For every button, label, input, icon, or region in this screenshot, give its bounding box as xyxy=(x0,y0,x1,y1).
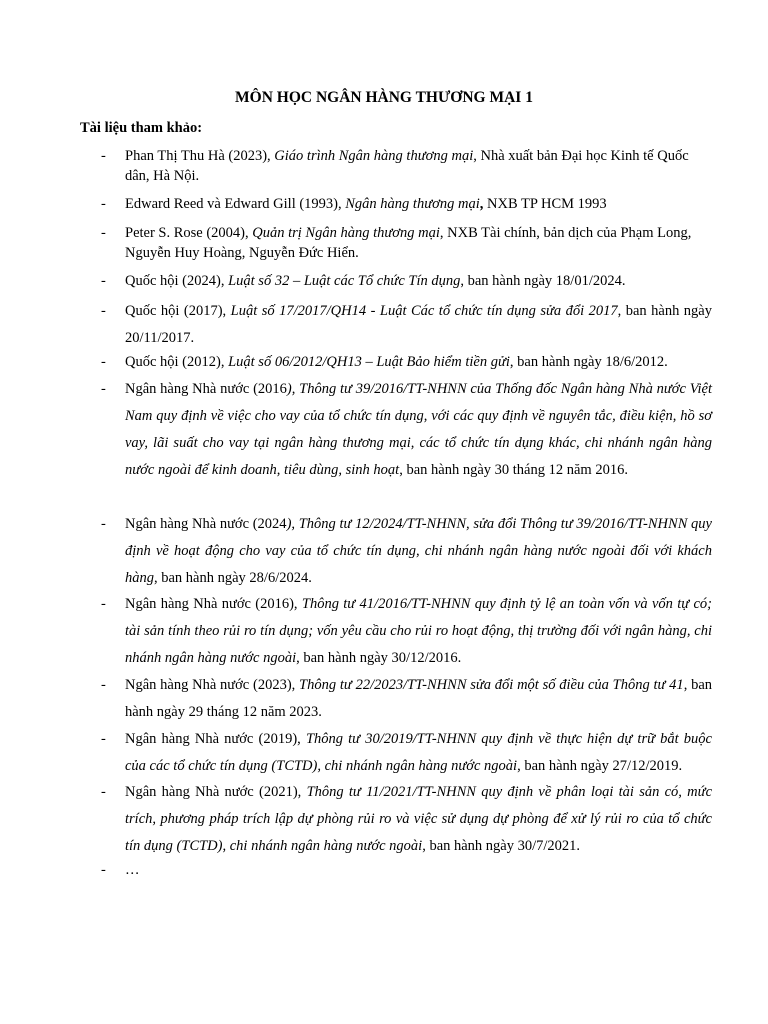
reference-text xyxy=(125,726,712,780)
reference-author: Ngân hàng Nhà nước (2019), xyxy=(125,731,306,747)
reference-work-title: ), Thông tư 39/2016/TT-NHNN của Thống đốc Ngân hàng Nhà nước Việt Nam quy định về việc cho vay của tổ chức tín dụng, với các quy định về nguyên tắc, điều kiện, hồ sơ vay, lãi suất cho vay tại ngân hàng thương mại, các tổ chức tín dụng khác, chi nhánh ngân hàng nước ngoài để kinh doanh, tiêu dùng, sinh hoạt xyxy=(125,381,713,478)
ellipsis: … xyxy=(125,862,140,878)
reference-work-title: Ngân hàng thương mại xyxy=(345,196,480,212)
list-bullet: - xyxy=(101,862,106,878)
reference-work-title: Thông tư 22/2023/TT-NHNN sửa đổi một số điều của Thông tư 41 xyxy=(299,677,684,693)
reference-text xyxy=(125,672,712,726)
reference-author: Ngân hàng Nhà nước (2023), xyxy=(125,677,300,693)
reference-author: Peter S. Rose (2004), xyxy=(125,225,253,241)
reference-author: Quốc hội (2024), xyxy=(125,273,229,289)
list-bullet: - xyxy=(101,677,106,693)
reference-publication-info: , ban hành ngày 29 tháng 12 năm 2023. xyxy=(125,677,713,720)
reference-author: Quốc hội (2017), xyxy=(125,303,231,319)
reference-work-title: Quản trị Ngân hàng thương mại xyxy=(252,225,440,241)
reference-text xyxy=(125,376,712,484)
list-bullet: - xyxy=(101,225,106,241)
reference-text xyxy=(125,223,712,263)
reference-author: Edward Reed và Edward Gill (1993), xyxy=(125,196,346,212)
list-bullet: - xyxy=(101,731,106,747)
reference-work-title: Thông tư 11/2021/TT-NHNN quy định về phân loại tài sản có, mức trích, phương pháp trích lập dự phòng rủi ro và việc sử dụng dự phòng để xử lý rủi ro của tổ chức tín dụng (TCTD), chi nhánh ngân hàng nước ngoài xyxy=(125,784,712,854)
reference-work-title: Luật số 17/2017/QH14 - Luật Các tổ chức tín dụng sửa đổi 2017 xyxy=(230,303,618,319)
list-bullet: - xyxy=(101,784,106,800)
reference-text xyxy=(125,271,712,291)
list-bullet: - xyxy=(101,196,106,212)
reference-author: Ngân hàng Nhà nước (2016), xyxy=(125,596,302,612)
reference-text xyxy=(125,779,712,860)
reference-publication-info: , NXB Tài chính, bản dịch của Phạm Long, Nguyễn Huy Hoàng, Nguyễn Đức Hiển. xyxy=(125,225,692,261)
reference-publication-info: NXB TP HCM 1993 xyxy=(483,196,607,212)
reference-publication-info: , Nhà xuất bản Đại học Kinh tế Quốc dân, Hà Nội. xyxy=(125,148,689,184)
reference-work-title: Luật số 32 – Luật các Tổ chức Tín dụng xyxy=(228,273,461,289)
reference-text xyxy=(125,860,712,880)
reference-text xyxy=(125,511,712,592)
reference-work-title: Giáo trình Ngân hàng thương mại xyxy=(274,148,474,164)
reference-publication-info: , ban hành ngày 18/01/2024. xyxy=(460,273,626,289)
list-bullet: - xyxy=(101,516,106,532)
reference-text xyxy=(125,146,712,186)
reference-author: Phan Thị Thu Hà (2023), xyxy=(125,148,275,164)
list-bullet: - xyxy=(101,303,106,319)
list-bullet: - xyxy=(101,354,106,370)
reference-author: Ngân hàng Nhà nước (2024 xyxy=(125,516,287,532)
reference-author: Ngân hàng Nhà nước (2016 xyxy=(125,381,287,397)
list-bullet: - xyxy=(101,596,106,612)
reference-publication-info: , ban hành ngày 27/12/2019. xyxy=(517,758,683,774)
reference-publication-info: , ban hành ngày 30/12/2016. xyxy=(296,650,462,666)
reference-publication-info: , ban hành ngày 20/11/2017. xyxy=(125,303,712,346)
reference-work-title: ), Thông tư 12/2024/TT-NHNN, sửa đổi Thông tư 39/2016/TT-NHNN quy định về hoạt động cho vay của tổ chức tín dụng, chi nhánh ngân hàng nước ngoài đối với khách hàng xyxy=(125,516,712,586)
references-heading: Tài liệu tham khảo: xyxy=(80,120,203,136)
list-bullet: - xyxy=(101,273,106,289)
reference-text xyxy=(125,591,712,672)
reference-work-title: Thông tư 30/2019/TT-NHNN quy định về thực hiện dự trữ bắt buộc của các tổ chức tín dụng (TCTD), chi nhánh ngân hàng nước ngoài xyxy=(125,731,712,774)
reference-work-title: Thông tư 41/2016/TT-NHNN quy định tỷ lệ an toàn vốn và vốn tự có; tài sản tính theo rủi ro tín dụng; vốn yêu cầu cho rủi ro hoạt động, thị trường đối với ngân hàng, chi nhánh ngân hàng nước ngoài xyxy=(125,596,713,666)
reference-separator: , xyxy=(479,196,484,212)
list-bullet: - xyxy=(101,148,106,164)
reference-publication-info: , ban hành ngày 28/6/2024. xyxy=(154,570,312,586)
reference-author: Ngân hàng Nhà nước (2021), xyxy=(125,784,307,800)
reference-text xyxy=(125,298,712,352)
reference-text xyxy=(125,194,712,214)
reference-publication-info: , ban hành ngày 18/6/2012. xyxy=(509,354,668,370)
reference-publication-info: , ban hành ngày 30/7/2021. xyxy=(422,838,581,854)
document-title: MÔN HỌC NGÂN HÀNG THƯƠNG MẠI 1 xyxy=(235,89,533,106)
list-bullet: - xyxy=(101,381,106,397)
reference-author: Quốc hội (2012), xyxy=(125,354,229,370)
reference-text xyxy=(125,352,712,372)
reference-work-title: Luật số 06/2012/QH13 – Luật Bảo hiểm tiền gửi xyxy=(228,354,510,370)
reference-publication-info: , ban hành ngày 30 tháng 12 năm 2016. xyxy=(399,462,628,478)
